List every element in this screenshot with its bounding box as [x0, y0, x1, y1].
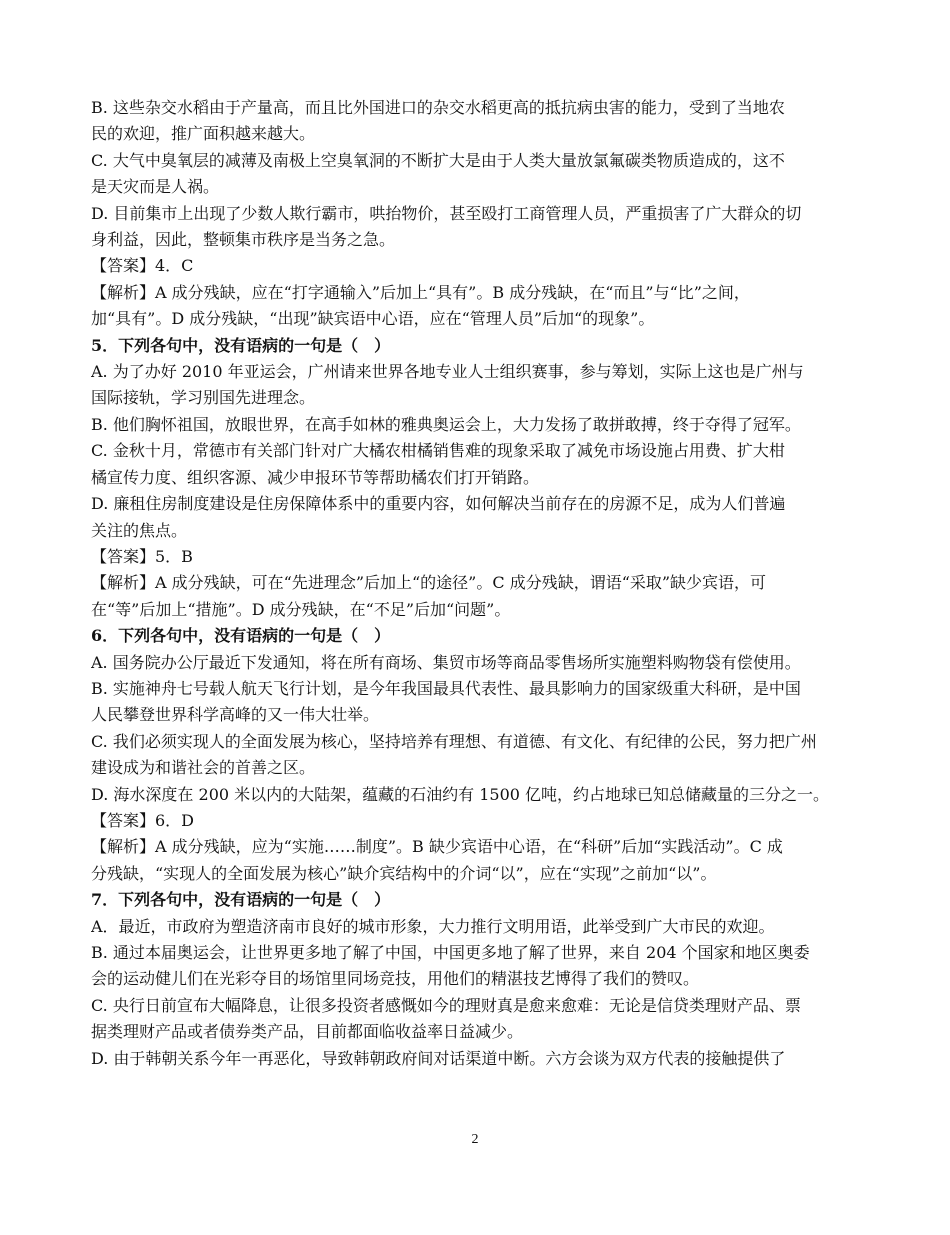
- text-line: 国际接轨，学习别国先进理念。: [91, 388, 316, 408]
- analysis-line: 【解析】A 成分残缺，可在“先进理念”后加上“的途径”。C 成分残缺，谓语“采取”缺少宾语，可: [91, 573, 767, 593]
- text-line: A．最近，市政府为塑造济南市良好的城市形象，大力推行文明用语，此举受到广大市民的欢迎。: [91, 916, 775, 936]
- page-number: 2: [471, 1132, 479, 1147]
- answer-line: 【答案】5．B: [91, 546, 193, 566]
- text-line: A. 为了办好 2010 年亚运会，广州请来世界各地专业人士组织赛事，参与筹划，实际上这也是广州与: [91, 362, 804, 382]
- text-line: A. 国务院办公厅最近下发通知，将在所有商场、集贸市场等商品零售场所实施塑料购物袋有偿使用。: [91, 652, 801, 672]
- text-line: 据类理财产品或者债券类产品，目前都面临收益率日益减少。: [91, 1022, 524, 1042]
- text-line: B. 他们胸怀祖国，放眼世界，在高手如林的雅典奥运会上，大力发扬了敢拼敢搏，终于夺得了冠军。: [91, 414, 801, 434]
- answer-line: 【答案】4．C: [91, 256, 194, 276]
- text-line: 是天灾而是人祸。: [91, 177, 220, 197]
- text-line: D. 廉租住房制度建设是住房保障体系中的重要内容，如何解决当前存在的房源不足，成为人们普遍: [91, 494, 786, 514]
- analysis-line: 【解析】A 成分残缺，应为“实施……制度”。B 缺少宾语中心语，在“科研”后加“实践活动”。C 成: [91, 837, 783, 857]
- text-line: D. 目前集市上出现了少数人欺行霸市，哄抬物价，甚至殴打工商管理人员，严重损害了广大群众的切: [91, 203, 802, 223]
- analysis-line: 【解析】A 成分残缺，应在“打字通输入”后加上“具有”。B 成分残缺，在“而且”与“比”之间，: [91, 282, 750, 302]
- question-heading: 7．下列各句中，没有语病的一句是（ ）: [91, 890, 391, 910]
- text-line: 人民攀登世界科学高峰的又一伟大壮举。: [91, 705, 380, 725]
- text-line: 民的欢迎，推广面积越来越大。: [91, 124, 316, 144]
- text-line: C. 央行日前宣布大幅降息，让很多投资者感慨如今的理财真是愈来愈难：无论是信贷类理财产品、票: [91, 995, 801, 1015]
- text-line: B. 通过本届奥运会，让世界更多地了解了中国，中国更多地了解了世界，来自 204 个国家和地区奥委: [91, 943, 810, 962]
- text-line: B. 实施神舟七号载人航天飞行计划，是今年我国最具代表性、最具影响力的国家级重大科研，是中国: [91, 678, 801, 698]
- question-heading: 6．下列各句中，没有语病的一句是（ ）: [91, 626, 391, 646]
- analysis-line: 加“具有”。D 成分残缺，“出现”缺宾语中心语，应在“管理人员”后加“的现象”。: [91, 309, 655, 329]
- text-line: C. 大气中臭氧层的减薄及南极上空臭氧洞的不断扩大是由于人类大量放氯氟碳类物质造成的，这不: [91, 150, 785, 170]
- text-line: 身利益，因此，整顿集市秩序是当务之急。: [91, 230, 396, 250]
- analysis-line: 在“等”后加上“措施”。D 成分残缺，在“不足”后加“问题”。: [91, 599, 511, 619]
- text-line: 橘宣传力度、组织客源、减少申报环节等帮助橘农们打开销路。: [91, 467, 540, 487]
- text-line: D. 海水深度在 200 米以内的大陆架，蕴藏的石油约有 1500 亿吨，约占地球已知总储藏量的三分之一。: [91, 784, 830, 804]
- text-line: D. 由于韩朝关系今年一再恶化，导致韩朝政府间对话渠道中断。六方会谈为双方代表的接触提供了: [91, 1048, 786, 1068]
- text-line: C. 我们必须实现人的全面发展为核心，坚持培养有理想、有道德、有文化、有纪律的公民，努力把广州: [91, 731, 817, 751]
- text-line: B. 这些杂交水稻由于产量高，而且比外国进口的杂交水稻更高的抵抗病虫害的能力，受到了当地农: [91, 98, 785, 117]
- question-heading: 5．下列各句中，没有语病的一句是（ ）: [91, 335, 391, 355]
- text-line: C. 金秋十月，常德市有关部门针对广大橘农柑橘销售难的现象采取了减免市场设施占用费、扩大柑: [91, 441, 785, 461]
- text-line: 建设成为和谐社会的首善之区。: [91, 758, 316, 778]
- text-line: 关注的焦点。: [91, 520, 188, 540]
- document-body: [91, 95, 861, 1072]
- text-line: 会的运动健儿们在光彩夺目的场馆里同场竞技，用他们的精湛技艺博得了我们的赞叹。: [91, 969, 700, 989]
- answer-line: 【答案】6．D: [91, 810, 195, 830]
- analysis-line: 分残缺，“实现人的全面发展为核心”缺介宾结构中的介词“以”，应在“实现”之前加“以”。: [91, 863, 717, 883]
